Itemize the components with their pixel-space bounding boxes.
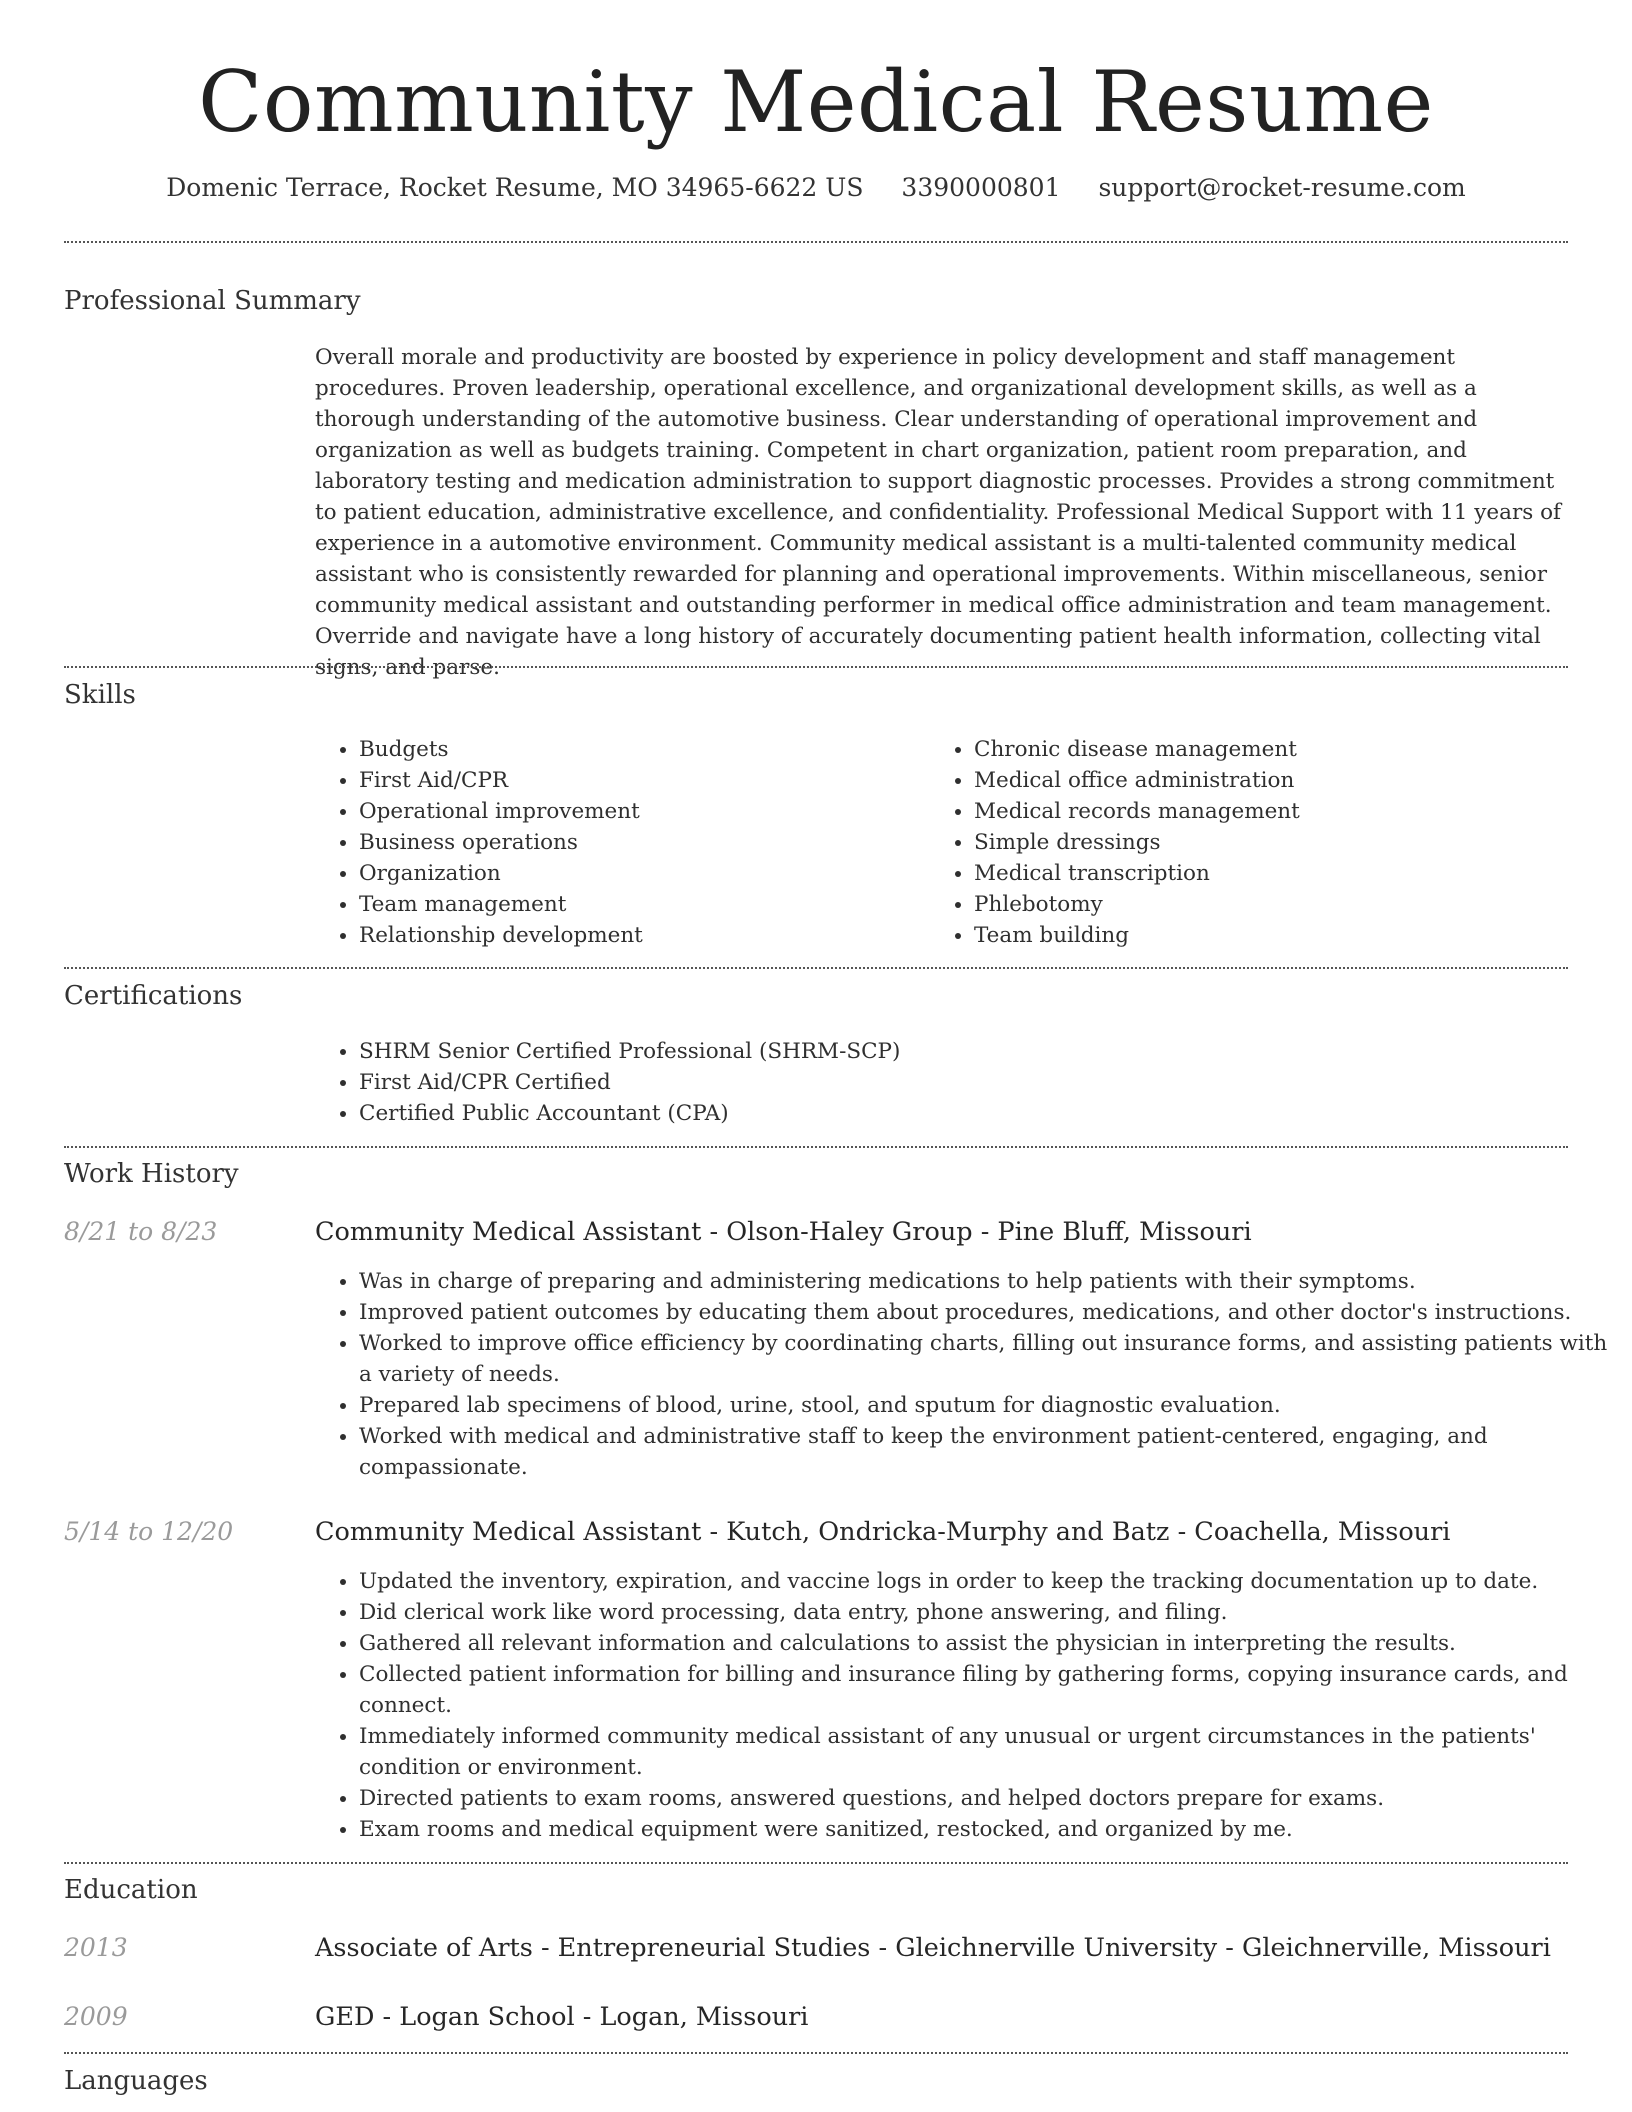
- education-title: GED - Logan School - Logan, Missouri: [315, 2002, 809, 2032]
- certification-item: • SHRM Senior Certified Professional (SHRM-SCP): [359, 1036, 1614, 1067]
- job-bullet: • Directed patients to exam rooms, answered questions, and helped doctors prepare for exams.: [359, 1783, 1614, 1814]
- section-divider: [64, 1146, 1568, 1148]
- resume-title: Community Medical Resume: [198, 53, 1434, 151]
- job-bullet: • Exam rooms and medical equipment were sanitized, restocked, and organized by me.: [359, 1814, 1614, 1845]
- job-bullet: • Worked to improve office efficiency by coordinating charts, filling out insurance forms, and assisting patients with a variety of needs.: [359, 1328, 1614, 1390]
- job-bullet: • Worked with medical and administrative staff to keep the environment patient-centered, engaging, and compassionate.: [359, 1421, 1614, 1483]
- job-bullets: [315, 1566, 1614, 1845]
- education-title: Associate of Arts - Entrepreneurial Studies - Gleichnerville University - Gleichnerville, Missouri: [315, 1933, 1551, 1963]
- job-bullet: • Gathered all relevant information and calculations to assist the physician in interpreting the results.: [359, 1628, 1614, 1659]
- job-bullet: • Improved patient outcomes by educating them about procedures, medications, and other doctor's instructions.: [359, 1297, 1614, 1328]
- skills-list-left: [315, 734, 959, 951]
- job-dates: 8/21 to 8/23: [64, 1217, 218, 1246]
- section-divider: [64, 2052, 1568, 2054]
- job-bullet: • Updated the inventory, expiration, and vaccine logs in order to keep the tracking documentation up to date.: [359, 1566, 1614, 1597]
- contact-phone: 3390000801: [901, 173, 1061, 202]
- skill-item: • Chronic disease management: [974, 734, 1614, 765]
- job-title: Community Medical Assistant - Olson-Haley Group - Pine Bluff, Missouri: [315, 1217, 1252, 1247]
- skill-item: • First Aid/CPR: [359, 765, 959, 796]
- education-year: 2009: [64, 2002, 128, 2031]
- certifications-heading: Certifications: [64, 981, 243, 1011]
- skill-item: • Medical office administration: [974, 765, 1614, 796]
- certification-item: • First Aid/CPR Certified: [359, 1067, 1614, 1098]
- skills-heading: Skills: [64, 680, 136, 710]
- job-dates: 5/14 to 12/20: [64, 1517, 234, 1546]
- section-divider: [64, 241, 1568, 243]
- section-divider: [64, 967, 1568, 969]
- skill-item: • Relationship development: [359, 920, 959, 951]
- skill-item: • Phlebotomy: [974, 889, 1614, 920]
- summary-heading: Professional Summary: [64, 286, 361, 316]
- certification-item: • Certified Public Accountant (CPA): [359, 1098, 1614, 1129]
- job-bullets: [315, 1266, 1614, 1483]
- skill-item: • Simple dressings: [974, 827, 1614, 858]
- job-bullet: • Collected patient information for billing and insurance filing by gathering forms, copying insurance cards, and connect.: [359, 1659, 1614, 1721]
- skill-item: • Medical transcription: [974, 858, 1614, 889]
- contact-address: Domenic Terrace, Rocket Resume, MO 34965-6622 US: [166, 173, 864, 202]
- certifications-list: [315, 1036, 1614, 1129]
- job-bullet: • Was in charge of preparing and administering medications to help patients with their symptoms.: [359, 1266, 1614, 1297]
- skill-item: • Operational improvement: [359, 796, 959, 827]
- job-title: Community Medical Assistant - Kutch, Ondricka-Murphy and Batz - Coachella, Missouri: [315, 1517, 1451, 1547]
- skill-item: • Team management: [359, 889, 959, 920]
- contact-email: support@rocket-resume.com: [1098, 173, 1466, 202]
- summary-text: Overall morale and productivity are boosted by experience in policy development and staff management procedures. Proven leadership, operational excellence, and organizational development skills, as well as a thorough understanding of the automotive business. Clear understanding of operational improvement and organization as well as budgets training. Competent in chart organization, patient room preparation, and laboratory testing and medication administration to support diagnostic processes. Provides a strong commitment to patient education, administrative excellence, and confidentiality. Professional Medical Support with 11 years of experience in a automotive environment. Community medical assistant is a multi-talented community medical assistant who is consistently rewarded for planning and operational improvements. Within miscellaneous, senior community medical assistant and outstanding performer in medical office administration and team management. Override and navigate have a long history of accurately documenting patient health information, collecting vital signs, and parse.: [315, 345, 1562, 680]
- skill-item: • Medical records management: [974, 796, 1614, 827]
- section-divider: [64, 666, 1568, 668]
- section-divider: [64, 1862, 1568, 1864]
- skill-item: • Organization: [359, 858, 959, 889]
- skills-list-right: [930, 734, 1614, 951]
- skill-item: • Team building: [974, 920, 1614, 951]
- work-history-heading: Work History: [64, 1159, 239, 1189]
- job-bullet: • Immediately informed community medical assistant of any unusual or urgent circumstances in the patients' condition or environment.: [359, 1721, 1614, 1783]
- job-bullet: • Did clerical work like word processing, data entry, phone answering, and filing.: [359, 1597, 1614, 1628]
- languages-heading: Languages: [64, 2066, 208, 2096]
- education-heading: Education: [64, 1875, 198, 1905]
- skill-item: • Business operations: [359, 827, 959, 858]
- education-year: 2013: [64, 1933, 128, 1962]
- skill-item: • Budgets: [359, 734, 959, 765]
- contact-line: [0, 170, 1632, 206]
- job-bullet: • Prepared lab specimens of blood, urine, stool, and sputum for diagnostic evaluation.: [359, 1390, 1614, 1421]
